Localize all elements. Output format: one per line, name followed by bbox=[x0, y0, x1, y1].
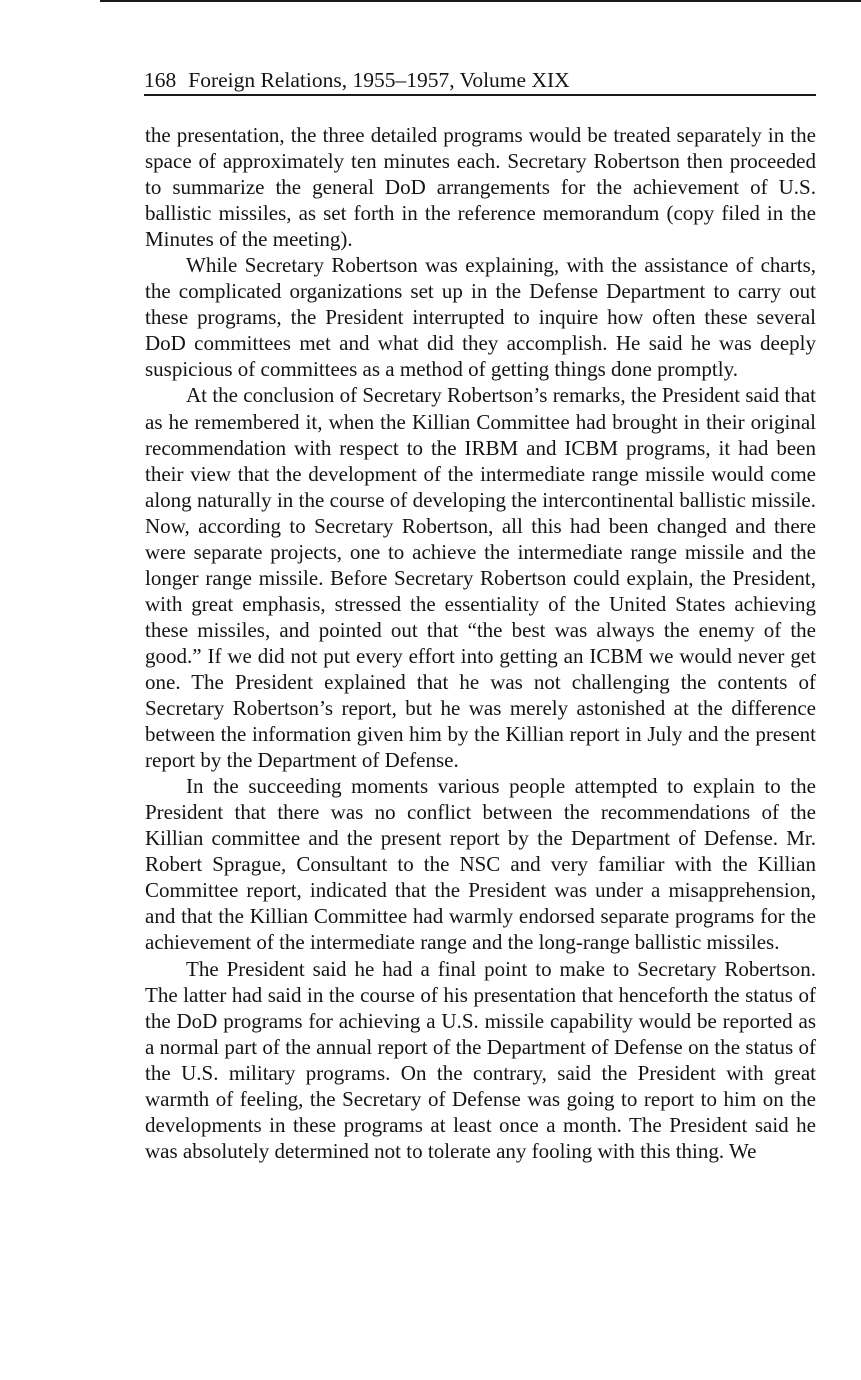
paragraph-continued: the presentation, the three detailed programs would be treated separately in the space of approximately ten minutes each. Secretary Robertson then proceeded to summarize the general DoD arrangements for the achievement of U.S. ballistic missiles, as set forth in the reference memorandum (copy filed in the Minutes of the meeting). bbox=[145, 123, 816, 252]
page-top-edge bbox=[100, 0, 861, 2]
paragraph: The President said he had a final point to make to Secretary Robertson. The latter had said in the course of his presentation that henceforth the status of the DoD programs for achieving a U.S. missile capability would be reported as a normal part of the annual report of the Department of Defense on the status of the U.S. military programs. On the contrary, said the President with great warmth of feeling, the Secretary of Defense was going to report to him on the developments in these programs at least once a month. The President said he was absolutely determined not to tolerate any fooling with this thing. We bbox=[145, 956, 816, 1163]
paragraph: While Secretary Robertson was explaining, with the assistance of charts, the complicated organizations set up in the Defense Department to carry out these programs, the President interrupted to inquire how often these several DoD committees met and what did they accomplish. He said he was deeply suspicious of committees as a method of getting things done promptly. bbox=[145, 253, 816, 382]
paragraph: In the succeeding moments various people attempted to explain to the President that there was no conflict between the recommendations of the Killian committee and the present report by the Department of Defense. Mr. Robert Sprague, Consultant to the NSC and very familiar with the Killian Committee report, indicated that the President was under a misapprehension, and that the Killian Committee had warmly endorsed separate programs for the achievement of the intermediate range and the long-range ballistic missiles. bbox=[145, 774, 816, 955]
page-number: 168 bbox=[144, 68, 177, 92]
running-title: Foreign Relations, 1955–1957, Volume XIX bbox=[188, 68, 570, 92]
paragraph: At the conclusion of Secretary Robertson’s remarks, the President said that as he remembered it, when the Killian Committee had brought in their original recommendation with respect to the IRBM and ICBM programs, it had been their view that the development of the intermediate range missile would come along naturally in the course of developing the intercontinental ballistic missile. Now, according to Secretary Robertson, all this had been changed and there were separate projects, one to achieve the intermediate range missile and the longer range missile. Before Secretary Robertson could explain, the President, with great emphasis, stressed the essentiality of the United States achieving these missiles, and pointed out that “the best was always the enemy of the good.” If we did not put every effort into getting an ICBM we would never get one. The President explained that he was not challenging the contents of Secretary Robertson’s report, but he was merely astonished at the difference between the information given him by the Killian report in July and the present report by the Department of Defense. bbox=[145, 383, 816, 773]
running-header bbox=[144, 66, 816, 96]
body-text bbox=[145, 122, 816, 1164]
